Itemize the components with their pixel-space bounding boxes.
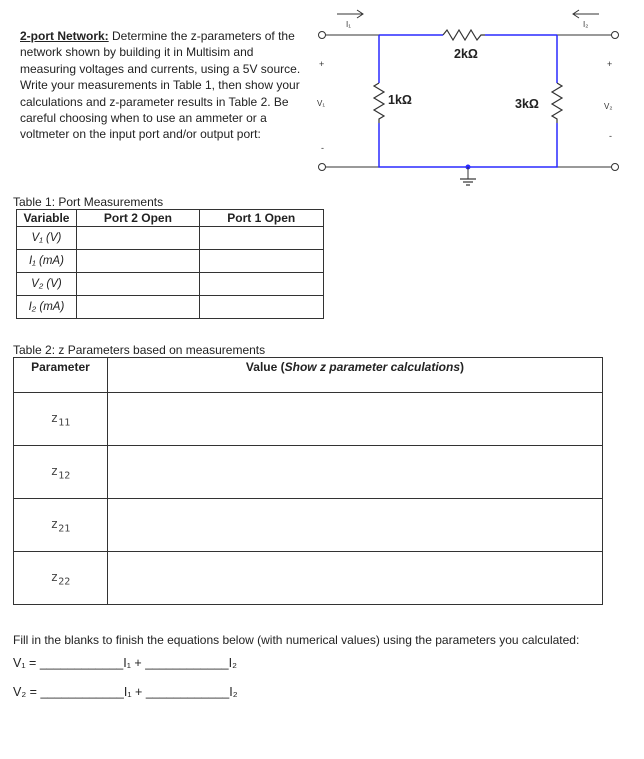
terminal-2-bottom xyxy=(612,164,619,171)
label-r-1k: 1kΩ xyxy=(388,93,412,107)
eq2-blank-z21[interactable]: ____________ xyxy=(40,685,124,699)
label-plus-2: + xyxy=(607,59,613,69)
eq1-lhs: V₁ = xyxy=(13,656,40,670)
table1-var-v1: V₁ (V) xyxy=(17,227,77,250)
terminal-2-top xyxy=(612,32,619,39)
table-row xyxy=(17,250,324,273)
table1-header-variable: Variable xyxy=(17,210,77,227)
terminal-1-top xyxy=(319,32,326,39)
table1-cell-v2-port2[interactable] xyxy=(76,273,199,296)
current-i1-arrow-icon xyxy=(337,10,363,18)
table-row xyxy=(17,227,324,250)
equation-v2 xyxy=(13,685,238,699)
value-cell-z11[interactable] xyxy=(107,393,602,446)
fill-in-instructions: Fill in the blanks to finish the equations below (with numerical values) using the parameters you calculated: xyxy=(13,633,580,647)
param-z21: $z_{21}$ xyxy=(14,499,108,552)
label-i2: I₂ xyxy=(583,20,589,29)
label-v1: V₁ xyxy=(317,99,326,108)
label-i1: I₁ xyxy=(346,20,351,29)
param-z11: $z_{11}$ xyxy=(14,393,108,446)
table1-header-row xyxy=(17,210,324,227)
table1-caption: Table 1: Port Measurements xyxy=(13,195,164,209)
table1-var-i1: I₁ (mA) xyxy=(17,250,77,273)
table-row xyxy=(14,499,603,552)
resistor-2k-icon xyxy=(443,30,485,40)
param-z22: $z_{22}$ xyxy=(14,552,108,605)
table-row xyxy=(14,552,603,605)
table2-header-parameter: Parameter xyxy=(14,358,108,393)
label-minus-1: - xyxy=(321,143,324,153)
table-row xyxy=(17,296,324,319)
table1-var-i2: I₂ (mA) xyxy=(17,296,77,319)
resistor-1k-icon xyxy=(374,83,384,123)
equation-v1 xyxy=(13,656,237,670)
eq2-lhs: V₂ = xyxy=(13,685,41,699)
table1-cell-v1-port1[interactable] xyxy=(199,227,323,250)
table2-header-row xyxy=(14,358,603,393)
current-i2-arrow-icon xyxy=(573,10,599,18)
label-r-2k: 2kΩ xyxy=(454,47,478,61)
intro-title: 2-port Network: xyxy=(20,29,109,43)
table2-caption: Table 2: z Parameters based on measurements xyxy=(13,343,266,357)
eq2-blank-z22[interactable]: ____________ xyxy=(145,685,230,699)
table1-cell-v1-port2[interactable] xyxy=(76,227,199,250)
table-row xyxy=(14,446,603,499)
value-cell-z21[interactable] xyxy=(107,499,602,552)
eq2-i2-term: I₂ xyxy=(229,685,238,699)
eq2-i1-term: I₁ + xyxy=(123,685,146,699)
table1-cell-i1-port2[interactable] xyxy=(76,250,199,273)
value-cell-z12[interactable] xyxy=(107,446,602,499)
eq1-blank-z11[interactable]: ____________ xyxy=(39,656,124,670)
eq1-i1-term: I₁ + xyxy=(123,656,146,670)
port-measurements-table xyxy=(16,209,324,319)
intro-paragraph xyxy=(20,28,305,143)
table-row xyxy=(17,273,324,296)
table1-var-v2: V₂ (V) xyxy=(17,273,77,296)
table2-header-value: Value (Show z parameter calculations) xyxy=(107,358,602,393)
table1-cell-v2-port1[interactable] xyxy=(199,273,323,296)
terminal-1-bottom xyxy=(319,164,326,171)
eq1-i2-term: I₂ xyxy=(228,656,237,670)
value-cell-z22[interactable] xyxy=(107,552,602,605)
circuit-diagram xyxy=(305,5,635,195)
table-row xyxy=(14,393,603,446)
eq1-blank-z12[interactable]: ____________ xyxy=(145,656,229,670)
z-parameters-table xyxy=(13,357,603,605)
table1-cell-i2-port1[interactable] xyxy=(199,296,323,319)
label-minus-2: - xyxy=(609,131,612,141)
table1-cell-i1-port1[interactable] xyxy=(199,250,323,273)
table1-header-port1-open: Port 1 Open xyxy=(199,210,323,227)
intro-body: Determine the z-parameters of the network shown by building it in Multisim and measuring voltages and currents, using a 5V source. Write your measurements in Table 1, then show your calculations and z-parameter results in Table 2. Be careful choosing when to use an ammeter or a voltmeter on the input port and/or output port: xyxy=(20,29,301,142)
table1-cell-i2-port2[interactable] xyxy=(76,296,199,319)
resistor-3k-icon xyxy=(552,83,562,123)
label-v2: V₂ xyxy=(604,102,613,111)
table1-header-port2-open: Port 2 Open xyxy=(76,210,199,227)
label-plus-1: + xyxy=(319,59,325,69)
param-z12: $z_{12}$ xyxy=(14,446,108,499)
label-r-3k: 3kΩ xyxy=(515,97,539,111)
